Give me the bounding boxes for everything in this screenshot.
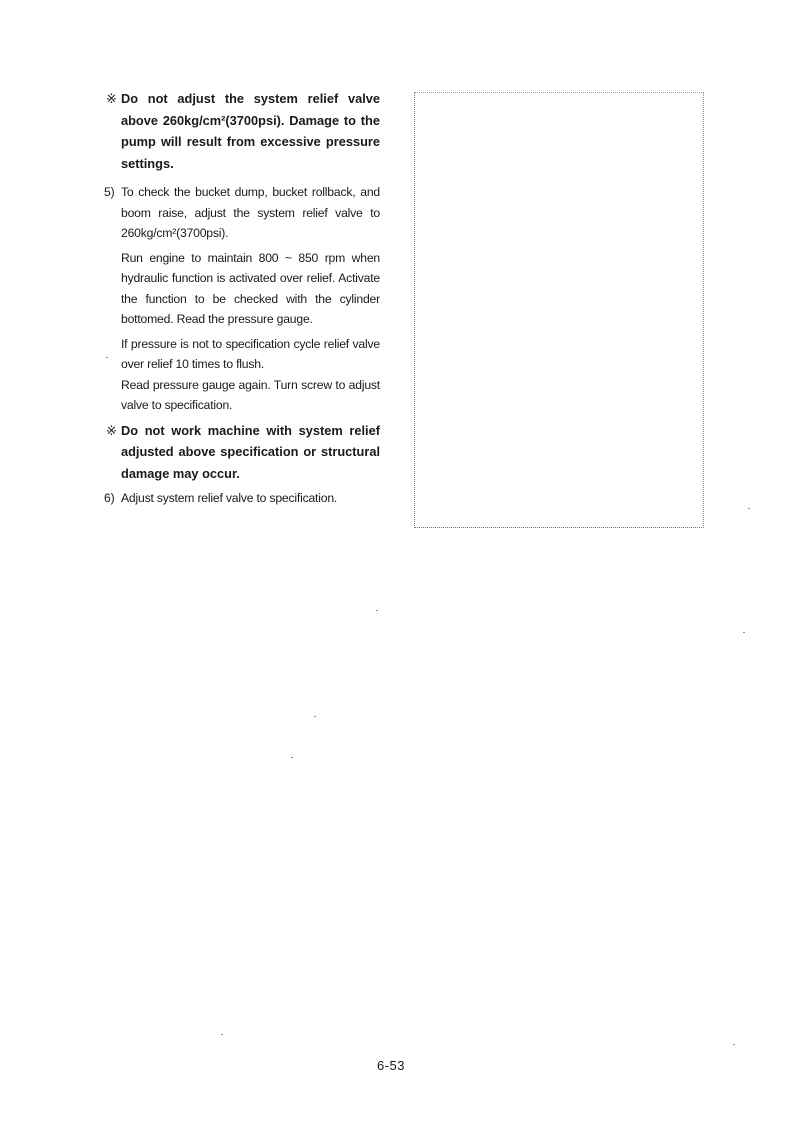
caution-note-1 <box>104 88 380 174</box>
caution-note-1-text: Do not adjust the system relief valve above 260kg/cm²(3700psi). Damage to the pump will result from excessive pressure settings. <box>121 91 380 171</box>
step-5-paragraph-2a-text: If pressure is not to specification cycle relief valve over relief 10 times to flush. <box>121 336 380 371</box>
scan-speck <box>733 1044 735 1045</box>
step-6-text: Adjust system relief valve to specification. <box>121 491 338 505</box>
caution-mark-icon: ※ <box>106 422 117 438</box>
step-6 <box>104 488 380 509</box>
page-number: 6-53 <box>377 1058 406 1073</box>
scan-speck <box>376 610 378 611</box>
step-5-paragraph-2b-text: Read pressure gauge again. Turn screw to adjust valve to specification. <box>121 377 380 412</box>
scan-speck <box>291 757 293 758</box>
step-5-paragraph-2 <box>104 334 380 416</box>
step-5-paragraph-1-text: Run engine to maintain 800 ~ 850 rpm when hydraulic function is activated over relief. Activate the function to be checked with the cylinder bottomed. Read the pressure gauge. <box>121 250 380 326</box>
scan-speck <box>106 357 108 358</box>
scan-speck <box>748 508 750 509</box>
text-column <box>104 88 380 509</box>
step-5-number: 5) <box>104 185 115 199</box>
step-5 <box>104 182 380 244</box>
scan-speck <box>221 1034 223 1035</box>
scan-speck <box>314 716 316 717</box>
figure-placeholder-frame <box>414 92 704 528</box>
caution-note-2 <box>104 420 380 485</box>
step-5-text: To check the bucket dump, bucket rollback, and boom raise, adjust the system relief valve to 260kg/cm²(3700psi). <box>121 185 380 240</box>
step-5-paragraph-1 <box>104 248 380 330</box>
step-6-number: 6) <box>104 491 115 505</box>
caution-mark-icon: ※ <box>106 91 117 106</box>
caution-note-2-text: Do not work machine with system relief adjusted above specification or structural damage may occur. <box>121 422 380 481</box>
scan-speck <box>743 632 745 633</box>
